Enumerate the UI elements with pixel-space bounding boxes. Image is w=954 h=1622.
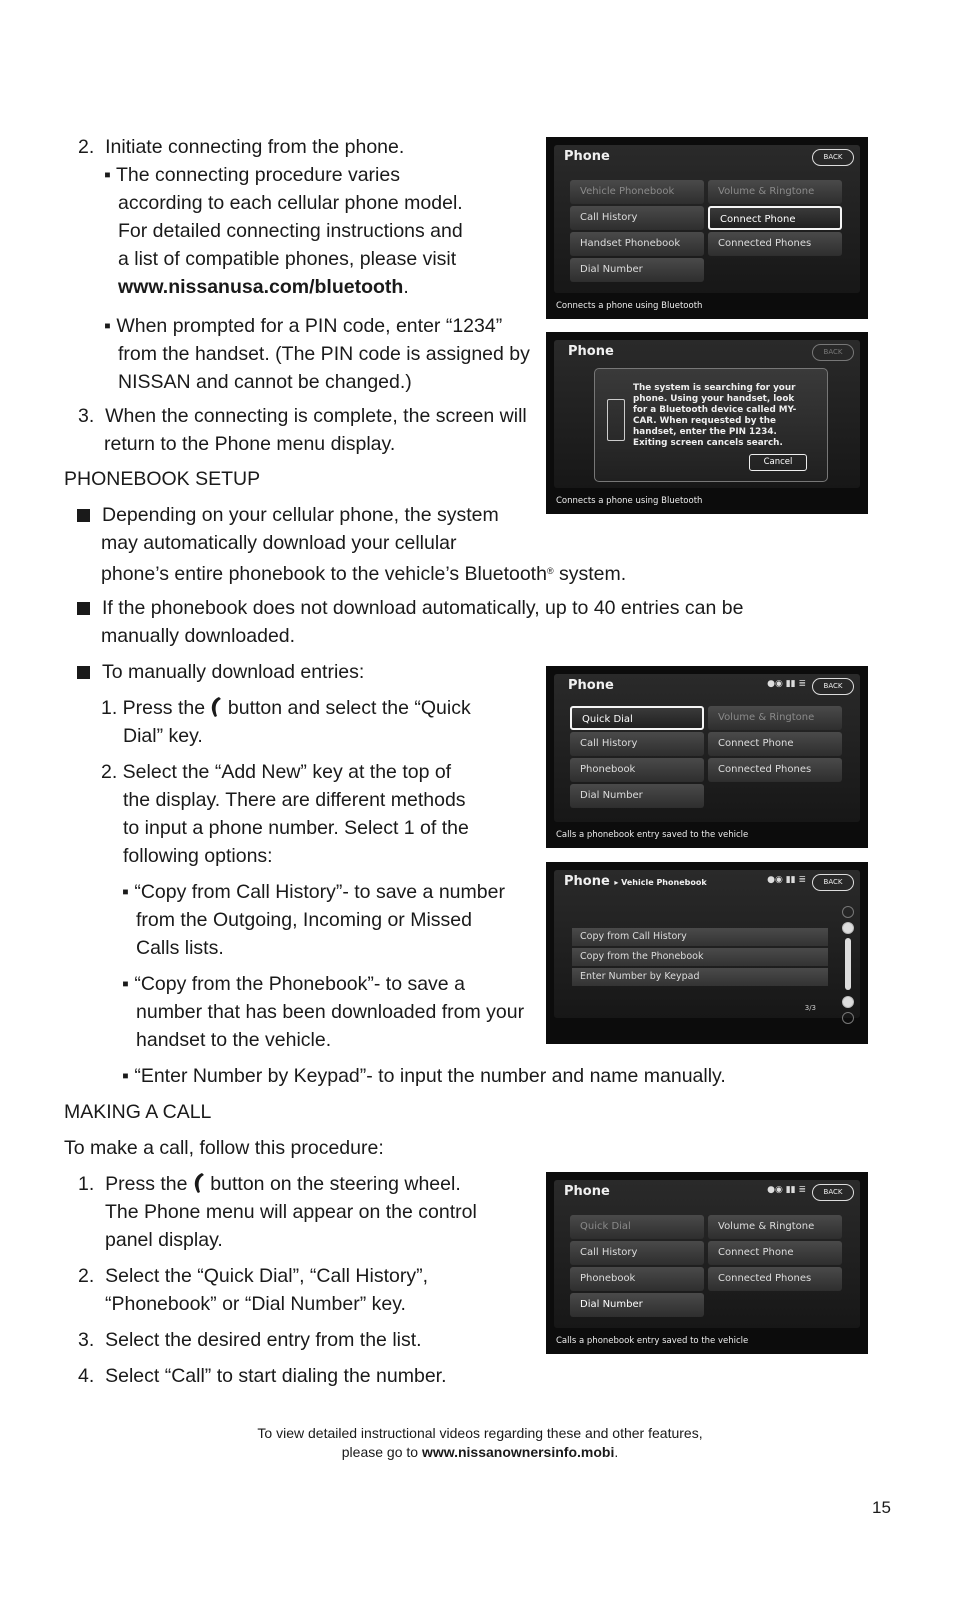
footer-line1: To view detailed instructional videos regarding these and other features,	[257, 1425, 703, 1441]
bullet-procedure-line4: a list of compatible phones, please visit	[118, 248, 457, 270]
pb-step1-line1	[101, 694, 471, 723]
option1-line2: from the Outgoing, Incoming or Missed	[136, 909, 472, 931]
screen-caption: Connects a phone using Bluetooth	[556, 496, 703, 506]
bullet-procedure-line1: ▪ The connecting procedure varies	[104, 164, 400, 186]
scroll-top-icon[interactable]	[842, 906, 854, 918]
connect-phone-button[interactable]: Connect Phone	[708, 1241, 842, 1265]
screen-title	[564, 874, 707, 889]
page-number: 15	[872, 1498, 891, 1517]
pb-bullet3-text: To manually download entries:	[102, 661, 365, 683]
nissan-bluetooth-link[interactable]: www.nissanusa.com/bluetooth	[118, 276, 404, 298]
pb-bullet2-text: If the phonebook does not download automatically, up to 40 entries can be	[102, 597, 744, 619]
connected-phones-button[interactable]: Connected Phones	[708, 232, 842, 256]
connected-phones-button[interactable]: Connected Phones	[708, 1267, 842, 1291]
square-bullet-icon	[77, 666, 90, 679]
phone-handset-icon	[193, 1172, 205, 1194]
step-3-line2: return to the Phone menu display.	[104, 433, 396, 455]
copy-from-phonebook-row[interactable]: Copy from the Phonebook	[572, 948, 828, 966]
pb-step1-text-b: button and select the “Quick	[222, 697, 471, 719]
footer-text: please go to	[341, 1444, 422, 1460]
call-history-button[interactable]: Call History	[570, 206, 704, 230]
scroll-down-icon[interactable]	[842, 996, 854, 1008]
footer-period: .	[614, 1444, 619, 1460]
back-button[interactable]: BACK	[812, 149, 854, 166]
screen-phone-menu-connect	[546, 137, 868, 319]
option2-line2: number that has been downloaded from your	[136, 1001, 525, 1023]
pb-bullet1-text: Depending on your cellular phone, the system	[102, 504, 499, 526]
screen-subtitle: ▸ Vehicle Phonebook	[614, 878, 707, 887]
bullet-procedure-line2: according to each cellular phone model.	[118, 192, 463, 214]
connect-phone-button[interactable]: Connect Phone	[708, 206, 842, 230]
status-icons: ●◉ ▮▮ ≣	[767, 875, 806, 885]
pb-step2-line4: following options:	[123, 845, 273, 867]
mobile-phone-icon	[607, 399, 625, 441]
handset-phonebook-button[interactable]: Handset Phonebook	[570, 232, 704, 256]
call-step3: 3. Select the desired entry from the list.	[78, 1329, 422, 1351]
option1-line3: Calls lists.	[136, 937, 224, 959]
square-bullet-icon	[77, 602, 90, 615]
pb-bullet1-line1	[77, 501, 499, 530]
bullet-pin-line2: from the handset. (The PIN code is assigned by	[118, 343, 530, 365]
volume-ringtone-button[interactable]: Volume & Ringtone	[708, 1215, 842, 1239]
phone-handset-icon	[210, 696, 222, 718]
status-icons: ●◉ ▮▮ ≣	[767, 679, 806, 689]
screen-title: Phone	[568, 344, 614, 359]
back-button[interactable]: BACK	[812, 344, 854, 361]
screen-title: Phone	[564, 1184, 610, 1199]
scroll-up-icon[interactable]	[842, 922, 854, 934]
pb-step1-line2: Dial” key.	[123, 725, 203, 747]
screen-title-text: Phone	[564, 874, 610, 889]
scroll-track[interactable]	[845, 938, 851, 990]
square-bullet-icon	[77, 509, 90, 522]
scrollbar[interactable]	[842, 906, 854, 1026]
quick-dial-button[interactable]: Quick Dial	[570, 1215, 704, 1239]
step-2-text: 2. Initiate connecting from the phone.	[78, 136, 405, 158]
cancel-button[interactable]: Cancel	[749, 454, 807, 471]
dial-number-button[interactable]: Dial Number	[570, 1293, 704, 1317]
call-history-button[interactable]: Call History	[570, 1241, 704, 1265]
bullet-pin-line3: NISSAN and cannot be changed.)	[118, 371, 412, 393]
pb-bullet1-line3	[101, 557, 626, 589]
pb-bullet1-line2: may automatically download your cellular	[101, 532, 457, 554]
phonebook-button[interactable]: Phonebook	[570, 1267, 704, 1291]
call-step2-line1: 2. Select the “Quick Dial”, “Call History”,	[78, 1265, 429, 1287]
pb-bullet2-line2: manually downloaded.	[101, 625, 296, 647]
option2-line1: ▪ “Copy from the Phonebook”- to save a	[122, 973, 465, 995]
call-step1-text-b: button on the steering wheel.	[204, 1173, 461, 1195]
dial-number-button[interactable]: Dial Number	[570, 784, 704, 808]
period: .	[403, 276, 409, 298]
footer-line2	[130, 1443, 830, 1462]
making-call-intro: To make a call, follow this procedure:	[64, 1137, 384, 1159]
option2-line3: handset to the vehicle.	[136, 1029, 332, 1051]
pb-step2-line3: to input a phone number. Select 1 of the	[123, 817, 469, 839]
screen-caption: Calls a phonebook entry saved to the vehicle	[556, 830, 749, 840]
pb-bullet3	[77, 658, 364, 687]
dial-number-button[interactable]: Dial Number	[570, 258, 704, 282]
screen-caption: Connects a phone using Bluetooth	[556, 301, 703, 311]
screen-searching-dialog	[546, 332, 868, 514]
call-step1-line3: panel display.	[105, 1229, 223, 1251]
call-step1-text-a: 1. Press the	[78, 1173, 193, 1195]
scroll-bottom-icon[interactable]	[842, 1012, 854, 1024]
registered-mark: ®	[546, 566, 554, 576]
call-history-button[interactable]: Call History	[570, 732, 704, 756]
volume-ringtone-button[interactable]: Volume & Ringtone	[708, 706, 842, 730]
connected-phones-button[interactable]: Connected Phones	[708, 758, 842, 782]
quick-dial-button[interactable]: Quick Dial	[570, 706, 704, 730]
option1-line1: ▪ “Copy from Call History”- to save a number	[122, 881, 505, 903]
call-step1-line1	[78, 1170, 461, 1199]
phonebook-setup-heading: PHONEBOOK SETUP	[64, 468, 261, 490]
back-button[interactable]: BACK	[812, 1184, 854, 1201]
screen-title: Phone	[564, 149, 610, 164]
bullet-pin-line1: ▪ When prompted for a PIN code, enter “1234”	[104, 315, 503, 337]
dialog-message: The system is searching for your phone. Using your handset, look for a Bluetooth device called MY- CAR. When requested by the handset, enter the PIN 1234. Exiting screen cancels search.	[633, 383, 797, 448]
enter-number-keypad-row[interactable]: Enter Number by Keypad	[572, 968, 828, 986]
making-call-heading: MAKING A CALL	[64, 1101, 212, 1123]
vehicle-phonebook-button[interactable]: Vehicle Phonebook	[570, 180, 704, 204]
back-button[interactable]: BACK	[812, 874, 854, 891]
pb-bullet1-text3b: system.	[553, 563, 627, 585]
screen-vehicle-phonebook	[546, 862, 868, 1044]
bullet-procedure-line3: For detailed connecting instructions and	[118, 220, 463, 242]
pb-step2-line2: the display. There are different methods	[123, 789, 466, 811]
screen-title: Phone	[568, 678, 614, 693]
copy-from-call-history-row[interactable]: Copy from Call History	[572, 928, 828, 946]
call-step1-line2: The Phone menu will appear on the control	[105, 1201, 477, 1223]
pb-bullet2-line1	[77, 594, 743, 623]
step-3-line1: 3. When the connecting is complete, the screen will	[78, 405, 527, 427]
status-icons: ●◉ ▮▮ ≣	[767, 1185, 806, 1195]
call-step2-line2: “Phonebook” or “Dial Number” key.	[105, 1293, 406, 1315]
screen-caption: Calls a phonebook entry saved to the vehicle	[556, 1336, 749, 1346]
screen-phone-menu-call	[546, 1172, 868, 1354]
screen-phone-menu-quickdial	[546, 666, 868, 848]
volume-ringtone-button[interactable]: Volume & Ringtone	[708, 180, 842, 204]
option3: ▪ “Enter Number by Keypad”- to input the number and name manually.	[122, 1065, 726, 1087]
phonebook-button[interactable]: Phonebook	[570, 758, 704, 782]
back-button[interactable]: BACK	[812, 678, 854, 695]
pb-step1-text-a: 1. Press the	[101, 697, 211, 719]
bullet-procedure-line5	[118, 273, 409, 302]
connect-phone-button[interactable]: Connect Phone	[708, 732, 842, 756]
call-step4: 4. Select “Call” to start dialing the number.	[78, 1365, 447, 1387]
pb-step2-line1: 2. Select the “Add New” key at the top of	[101, 761, 452, 783]
page-counter: 3/3	[804, 1004, 816, 1012]
nissan-owners-link[interactable]: www.nissanownersinfo.mobi	[421, 1444, 615, 1460]
search-dialog	[594, 368, 828, 482]
pb-bullet1-text3: phone’s entire phonebook to the vehicle’s Bluetooth	[101, 563, 547, 585]
